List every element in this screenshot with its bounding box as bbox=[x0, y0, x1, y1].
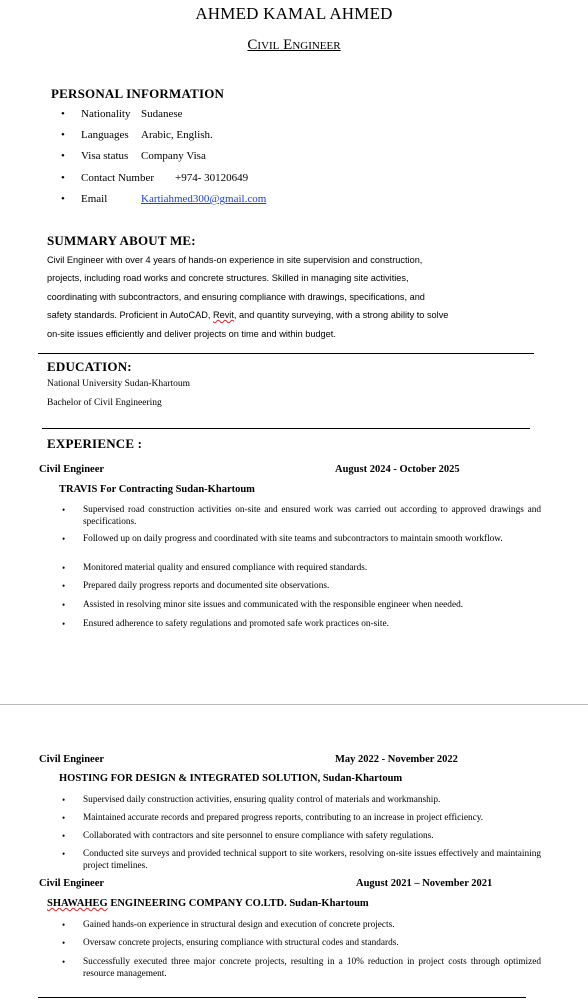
job-bullet: Assisted in resolving minor site issues and communicated with the responsible engineer when needed. bbox=[83, 600, 464, 610]
job-dates: August 2024 - October 2025 bbox=[335, 464, 460, 475]
bullet: • bbox=[61, 172, 65, 184]
job-bullet: Successfully executed three major concrete projects, resulting in a 10% reduction in project costs through optimized resource management. bbox=[83, 957, 541, 979]
page-break bbox=[0, 704, 588, 705]
bullet: • bbox=[61, 108, 65, 120]
bullet: • bbox=[62, 813, 66, 823]
bullet: • bbox=[61, 129, 65, 141]
bullet: • bbox=[62, 563, 66, 573]
education-heading: EDUCATION: bbox=[47, 359, 132, 374]
resume-role bbox=[0, 37, 588, 54]
personal-info-item bbox=[0, 172, 588, 186]
job-bullet: Ensured adherence to safety regulations and promoted safe work practices on-site. bbox=[83, 619, 389, 629]
info-key: Contact Number bbox=[81, 172, 155, 184]
info-key: Visa status bbox=[81, 150, 129, 162]
bullet: • bbox=[62, 957, 66, 967]
info-value: Company Visa bbox=[141, 150, 206, 162]
company-rest: ENGINEERING COMPANY CO.LTD. Sudan-Khartoum bbox=[107, 898, 369, 909]
personal-info-item bbox=[0, 108, 588, 122]
summary-line: on-site issues efficiently and deliver projects on time and within budget. bbox=[47, 328, 336, 339]
job-bullet: Maintained accurate records and prepared progress reports, contributing to an increase in project efficiency. bbox=[83, 813, 484, 823]
info-key: Email bbox=[81, 193, 108, 205]
job-title: Civil Engineer bbox=[39, 464, 105, 475]
email-link[interactable]: Kartiahmed300@gmail.com bbox=[141, 193, 267, 205]
bullet: • bbox=[62, 849, 66, 859]
education-school: National University Sudan-Khartoum bbox=[47, 379, 191, 389]
info-key: Nationality bbox=[81, 108, 131, 120]
job-title: Civil Engineer bbox=[39, 878, 105, 889]
info-value: Arabic, English. bbox=[141, 129, 213, 141]
misspelled-word: Revit bbox=[212, 310, 234, 321]
summary-line bbox=[47, 306, 517, 324]
job-bullet: Followed up on daily progress and coordinated with site teams and subcontractors to maintain smooth workflow. bbox=[83, 534, 503, 544]
job-dates: August 2021 – November 2021 bbox=[356, 878, 493, 889]
bullet: • bbox=[62, 920, 66, 930]
job-company: TRAVIS For Contracting Sudan-Khartoum bbox=[59, 484, 255, 495]
section-divider bbox=[38, 997, 526, 998]
education-degree: Bachelor of Civil Engineering bbox=[47, 398, 162, 408]
experience-heading: EXPERIENCE : bbox=[47, 436, 143, 451]
bullet: • bbox=[62, 581, 66, 591]
summary-line: projects, including road works and concrete structures. Skilled in managing site activities, bbox=[47, 273, 409, 284]
summary-line: Civil Engineer with over 4 years of hands-on experience in site supervision and construction, bbox=[47, 255, 423, 265]
info-key: Languages bbox=[81, 129, 129, 141]
summary-line: coordinating with subcontractors, and ensuring compliance with drawings, specifications, and bbox=[47, 291, 425, 302]
personal-info-list bbox=[0, 108, 588, 218]
personal-info-heading: PERSONAL INFORMATION bbox=[51, 86, 225, 101]
job-bullet: Gained hands-on experience in structural design and execution of concrete projects. bbox=[83, 920, 395, 930]
bullet: • bbox=[62, 534, 66, 544]
summary-fragment: , and quantity surveying, with a strong ability to solve bbox=[233, 310, 449, 321]
bullet: • bbox=[61, 193, 65, 205]
summary-fragment: safety standards. Proficient in AutoCAD, bbox=[47, 310, 213, 321]
bullet: • bbox=[62, 938, 66, 948]
summary-heading: SUMMARY ABOUT ME: bbox=[47, 233, 196, 248]
bullet: • bbox=[62, 831, 66, 841]
job-company: HOSTING FOR DESIGN & INTEGRATED SOLUTION, Sudan-Khartoum bbox=[59, 773, 403, 784]
job-bullet: Supervised daily construction activities, ensuring quality control of materials and workmanship. bbox=[83, 795, 441, 805]
job-bullet: Oversaw concrete projects, ensuring compliance with structural codes and standards. bbox=[83, 938, 399, 948]
role-text: Civil Engineer bbox=[247, 37, 341, 53]
section-divider bbox=[42, 428, 530, 429]
job-bullet: Collaborated with contractors and site personnel to ensure compliance with safety regulations. bbox=[83, 831, 434, 841]
bullet: • bbox=[62, 795, 66, 805]
bullet: • bbox=[61, 150, 65, 162]
job-company bbox=[47, 898, 369, 909]
resume-name: AHMED KAMAL AHMED bbox=[195, 4, 393, 23]
job-bullet: Conducted site surveys and provided technical support to site workers, resolving on-site issues effectively and maintaining project timelines. bbox=[83, 849, 541, 871]
job-bullet: Monitored material quality and ensured compliance with required standards. bbox=[83, 563, 368, 573]
bullet: • bbox=[62, 600, 66, 610]
section-divider bbox=[38, 353, 534, 354]
personal-info-item bbox=[0, 193, 588, 207]
job-dates: May 2022 - November 2022 bbox=[335, 754, 458, 765]
info-value: Sudanese bbox=[141, 108, 183, 120]
job-bullet: Supervised road construction activities on-site and ensured work was carried out according to approved drawings and specifications. bbox=[83, 505, 541, 527]
bullet: • bbox=[62, 505, 66, 515]
job-title: Civil Engineer bbox=[39, 754, 105, 765]
summary-text bbox=[47, 251, 517, 343]
misspelled-word: SHAWAHEG bbox=[47, 898, 108, 909]
bullet: • bbox=[62, 619, 66, 629]
info-value: +974- 30120649 bbox=[175, 172, 249, 184]
personal-info-item bbox=[0, 150, 588, 164]
personal-info-item bbox=[0, 129, 588, 143]
job-bullet: Prepared daily progress reports and documented site observations. bbox=[83, 581, 330, 591]
